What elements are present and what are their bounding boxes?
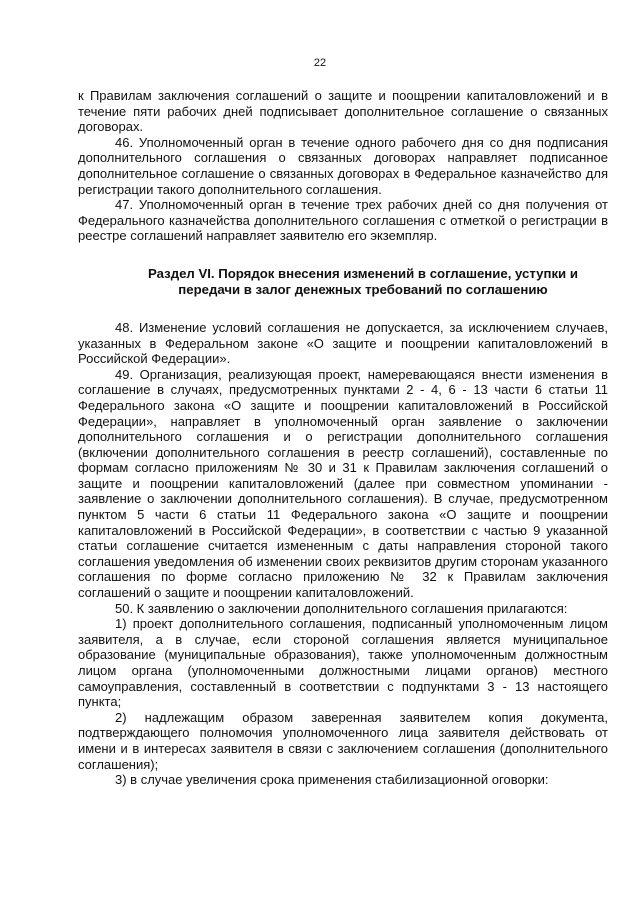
paragraph: 50. К заявлению о заключении дополнительного соглашения прилагаются: [115,600,568,616]
paragraph: 49. Организация, реализующая проект, намеревающаяся внести изменения в соглашение в случаях, предусмотренных пунктами 2 - 4, 6 - 13 части 6 статьи 11 Федерального закона «О защите и поощрении капиталовложений в Российской Федерации», направляет в уполномоченный орган заявление о заключении дополнительного соглашения и о регистрации дополнительного соглашения (включении дополнительного соглашения в реестр соглашений), составленные по формам согласно приложениям № 30 и 31 к Правилам заключения соглашений о защите и поощрении капиталовложений (далее при совместном упоминании - заявление о заключении дополнительного соглашения). В случае, предусмотренном пунктом 5 части 6 статьи 11 Федерального закона «О защите и поощрении капиталовложений в Российской Федерации», в соответствии с частью 9 указанной статьи соглашение считается измененным с даты направления стороной такого соглашения уведомления об изменении своих реквизитов другим сторонам указанного соглашения по форме согласно приложению № 32 к Правилам заключения соглашений о защите и поощрении капиталовложений. [78,366,608,601]
paragraph: 47. Уполномоченный орган в течение трех рабочих дней со дня получения от Федерального казначейства дополнительного соглашения с отметкой о регистрации в реестре соглашений направляет заявителю его экземпляр. [78,197,608,244]
paragraphs-after-section [78,320,608,788]
paragraph: 46. Уполномоченный орган в течение одного рабочего дня со дня подписания дополнительного соглашения о связанных договорах направляет подписанное дополнительное соглашение о связанных договорах в Федеральное казначейство для регистрации такого дополнительного соглашения. [78,134,608,197]
paragraph: к Правилам заключения соглашений о защите и поощрении капиталовложений и в течение пяти рабочих дней подписывает дополнительное соглашение о связанных договорах. [78,88,608,135]
section-heading [78,266,608,298]
paragraph: 1) проект дополнительного соглашения, подписанный уполномоченным лицом заявителя, а в случае, если стороной соглашения является муниципальное образование (муниципальные образования), также уполномоченным должностным лицом органа (уполномоченными должностными лицами органов) местного самоуправления, составленный в соответствии с подпунктами 3 - 13 настоящего пункта; [78,616,608,710]
paragraphs-before-section [78,88,608,244]
page-number: 22 [313,57,327,69]
section-heading-line-1: Раздел VI. Порядок внесения изменений в соглашение, уступки и [148,265,578,281]
paragraph: 3) в случае увеличения срока применения стабилизационной оговорки: [115,772,549,788]
document-body [78,88,608,788]
section-heading-line-2: передачи в залог денежных требований по соглашению [178,281,548,297]
paragraph: 48. Изменение условий соглашения не допускается, за исключением случаев, указанных в Федеральном законе «О защите и поощрении капиталовложений в Российской Федерации». [78,319,608,367]
paragraph: 2) надлежащим образом заверенная заявителем копия документа, подтверждающего полномочия уполномоченного лица заявителя действовать от имени и в интересах заявителя в связи с заключением соглашения (дополнительного соглашения); [78,709,608,772]
